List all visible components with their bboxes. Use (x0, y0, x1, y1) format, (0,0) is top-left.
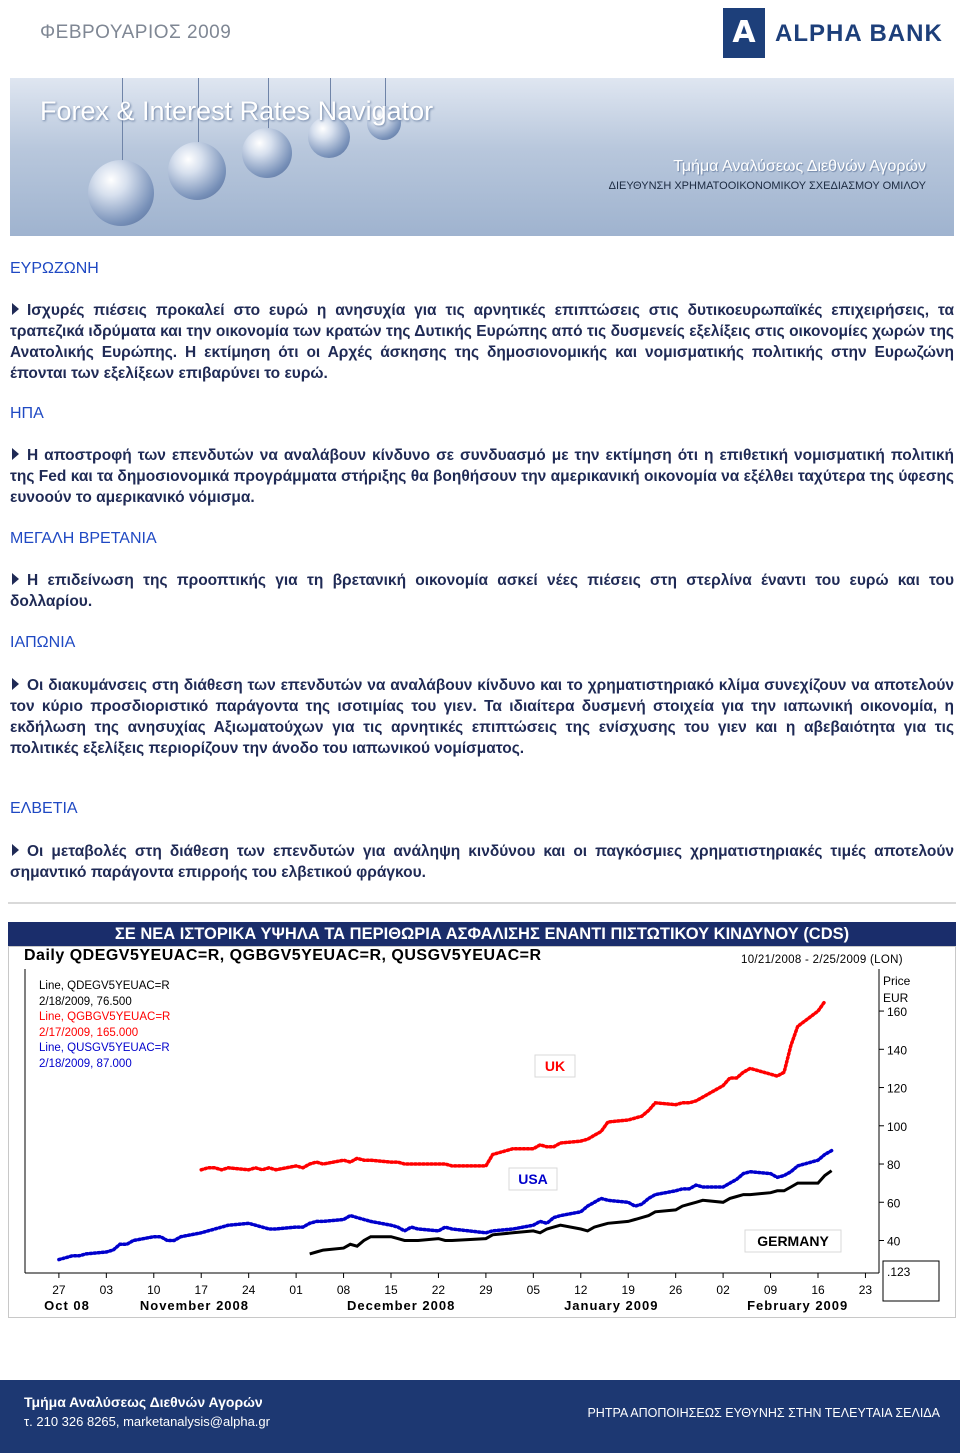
division-name: ΔΙΕΥΘΥΝΣΗ ΧΡΗΜΑΤΟΟΙΚΟΝΟΜΙΚΟΥ ΣΧΕΔΙΑΣΜΟΥ ΟΜΙΛΟΥ (608, 180, 926, 192)
annotation-label: UK (544, 1058, 566, 1074)
legend-last-value: 2/17/2009, 165.000 (39, 1027, 139, 1039)
x-tick-label: 12 (574, 1283, 588, 1297)
legend-series-name: Line, QGBGV5YEUAC=R (39, 1011, 171, 1023)
annotation-label: GERMANY (757, 1233, 829, 1249)
x-tick-label: 19 (621, 1283, 635, 1297)
bullet-arrow-icon (12, 844, 19, 856)
bullet-arrow-icon (12, 573, 19, 585)
cradle-ball-icon (88, 160, 154, 226)
y-tick-label: 100 (887, 1119, 908, 1134)
logo-text: ALPHA BANK (775, 20, 943, 47)
section-text-switzerland (10, 841, 954, 883)
legend-last-value: 2/18/2009, 87.000 (39, 1058, 132, 1070)
cradle-ball-icon (168, 142, 226, 200)
chart-banner: ΣΕ ΝΕΑ ΙΣΤΟΡΙΚΑ ΥΨΗΛΑ ΤΑ ΠΕΡΙΘΩΡΙΑ ΑΣΦΑΛΙΣΗΣ ΕΝΑΝΤΙ ΠΙΣΤΩΤΙΚΟΥ ΚΙΝΔΥΝΟΥ (CDS) (8, 922, 956, 946)
y-tick-label: 140 (887, 1043, 908, 1058)
header-banner (10, 78, 954, 236)
annotation-label: USA (518, 1171, 548, 1187)
x-tick-label: 05 (526, 1283, 541, 1297)
report-date: ΦΕΒΡΟΥΑΡΙΟΣ 2009 (40, 22, 232, 43)
chart-svg (9, 947, 955, 1317)
divider (8, 902, 956, 904)
y-tick-label: 80 (887, 1158, 901, 1173)
x-month-label: December 2008 (346, 1298, 456, 1313)
x-tick-label: 27 (52, 1283, 66, 1297)
x-month-label: February 2009 (747, 1298, 849, 1313)
x-tick-label: 22 (431, 1283, 446, 1297)
x-tick-label: 29 (479, 1283, 493, 1297)
price-box-label: .123 (887, 1265, 911, 1279)
y-tick-label: 40 (887, 1234, 901, 1249)
y-tick-label: 160 (887, 1005, 908, 1020)
bullet-arrow-icon (12, 678, 19, 690)
x-tick-label: 16 (811, 1283, 825, 1297)
cds-chart (8, 946, 956, 1318)
x-tick-label: 24 (241, 1283, 256, 1297)
paragraph-text: Οι διακυμάνσεις στη διάθεση των επενδυτών να αναλάβουν κίνδυνο και το χρηματιστηριακό κλίμα συνεχίζουν να αποτελούν τον κύριο προσδιοριστικό παράγοντα της ισοτιμίας του γιεν. Τα ιδιαίτερα δυσμενή στοιχεία για την ιαπωνική οικονομία, η εκδήλωση της ανησυχίας Αξιωματούχων για τις αρνητικές επιπτώσεις της ενίσχυσης του γιεν και η αβεβαιότητα για τις πολιτικές εξελίξεις περιορίζουν την άνοδο του ιαπωνικού νομίσματος. (10, 677, 954, 757)
x-tick-label: 15 (384, 1283, 398, 1297)
legend-series-name: Line, QUSGV5YEUAC=R (39, 1042, 170, 1054)
x-tick-label: 03 (99, 1283, 114, 1297)
report-title: Forex & Interest Rates Navigator (40, 96, 434, 126)
paragraph-text: Η αποστροφή των επενδυτών να αναλάβουν κίνδυνο σε συνδυασμό με την εκτίμηση ότι η επιθετική νομισματική πολιτική της Fed και τα δημοσιονομικά προγράμματα στήριξης θα βοηθήσουν την αμερικανική οικονομία να εξέλθει ταχύτερα της ύφεσης ευνοούν το αμερικανικό νόμισμα. (10, 447, 954, 506)
department-name: Τμήμα Αναλύσεως Διεθνών Αγορών (673, 158, 926, 175)
section-text-uk (10, 570, 954, 612)
series-line-qgbgv5yeuac=r (201, 1002, 825, 1170)
x-tick-label: 02 (716, 1283, 730, 1297)
alpha-bank-logo (723, 8, 955, 60)
footer-contact: τ. 210 326 8265, marketanalysis@alpha.gr (24, 1414, 270, 1429)
x-tick-label: 08 (336, 1283, 351, 1297)
section-text-japan (10, 675, 954, 759)
y-axis-unit: EUR (883, 991, 909, 1005)
y-tick-label: 60 (887, 1196, 901, 1211)
section-text-usa (10, 445, 954, 508)
x-tick-label: 17 (194, 1283, 208, 1297)
x-month-label: January 2009 (564, 1298, 659, 1313)
bullet-arrow-icon (12, 303, 19, 315)
section-heading-eurozone: ΕΥΡΩΖΩΝΗ (10, 260, 99, 277)
section-heading-japan: ΙΑΠΩΝΙΑ (10, 634, 76, 651)
paragraph-text: Η επιδείνωση της προοπτικής για τη βρετανική οικονομία ασκεί νέες πιέσεις στη στερλίνα έναντι του ευρώ και του δολλαρίου. (10, 572, 954, 610)
paragraph-text: Ισχυρές πιέσεις προκαλεί στο ευρώ η ανησυχία για τις αρνητικές επιπτώσεις στις δυτικοευρωπαϊκές επιχειρήσεις, τα τραπεζικά ιδρύματα και την οικονομία των κρατών της Δυτικής Ευρώπης από τις δυσμενείς εξελίξεις στις οικονομίες χωρών της Ανατολικής Ευρώπης. Η εκτίμηση ότι οι Αρχές άσκησης της δημοσιονομικής και νομισματικής πολιτικής στην Ευρωζώνη έπονται των εξελίξεων επιβαρύνει το ευρώ. (10, 302, 954, 382)
x-month-label: Oct 08 (44, 1298, 90, 1313)
section-heading-usa: ΗΠΑ (10, 405, 44, 422)
footer-department: Τμήμα Αναλύσεως Διεθνών Αγορών (24, 1394, 263, 1410)
legend-series-name: Line, QDEGV5YEUAC=R (39, 980, 170, 992)
chart-title: Daily QDEGV5YEUAC=R, QGBGV5YEUAC=R, QUSGV5YEUAC=R (24, 947, 542, 964)
section-heading-switzerland: ΕΛΒΕΤΙΑ (10, 800, 78, 817)
x-tick-label: 10 (147, 1283, 161, 1297)
chart-date-range: 10/21/2008 - 2/25/2009 (LON) (741, 954, 903, 966)
x-tick-label: 23 (858, 1283, 873, 1297)
legend-last-value: 2/18/2009, 76.500 (39, 996, 132, 1008)
footer-disclaimer[interactable]: ΡΗΤΡΑ ΑΠΟΠΟΙΗΣΕΩΣ ΕΥΘΥΝΗΣ ΣΤΗΝ ΤΕΛΕΥΤΑΙΑ ΣΕΛΙΔΑ (587, 1406, 940, 1420)
section-heading-uk: ΜΕΓΑΛΗ ΒΡΕΤΑΝΙΑ (10, 530, 157, 547)
x-tick-label: 01 (289, 1283, 303, 1297)
paragraph-text: Οι μεταβολές στη διάθεση των επενδυτών για ανάληψη κινδύνου και οι παγκόσμιες χρηματιστηριακές τιμές αποτελούν σημαντικό παράγοντα επιρροής του ελβετικού φράγκου. (10, 843, 954, 881)
y-axis-label: Price (883, 974, 911, 988)
footer (0, 1380, 960, 1453)
section-text-eurozone (10, 300, 954, 384)
x-tick-label: 09 (763, 1283, 778, 1297)
bullet-arrow-icon (12, 448, 19, 460)
x-tick-label: 26 (668, 1283, 683, 1297)
logo-mark-icon: A (723, 8, 765, 58)
cradle-ball-icon (242, 128, 292, 178)
x-month-label: November 2008 (139, 1298, 250, 1313)
series-line-qusgv5yeuac=r (59, 1151, 832, 1260)
y-tick-label: 120 (887, 1081, 908, 1096)
